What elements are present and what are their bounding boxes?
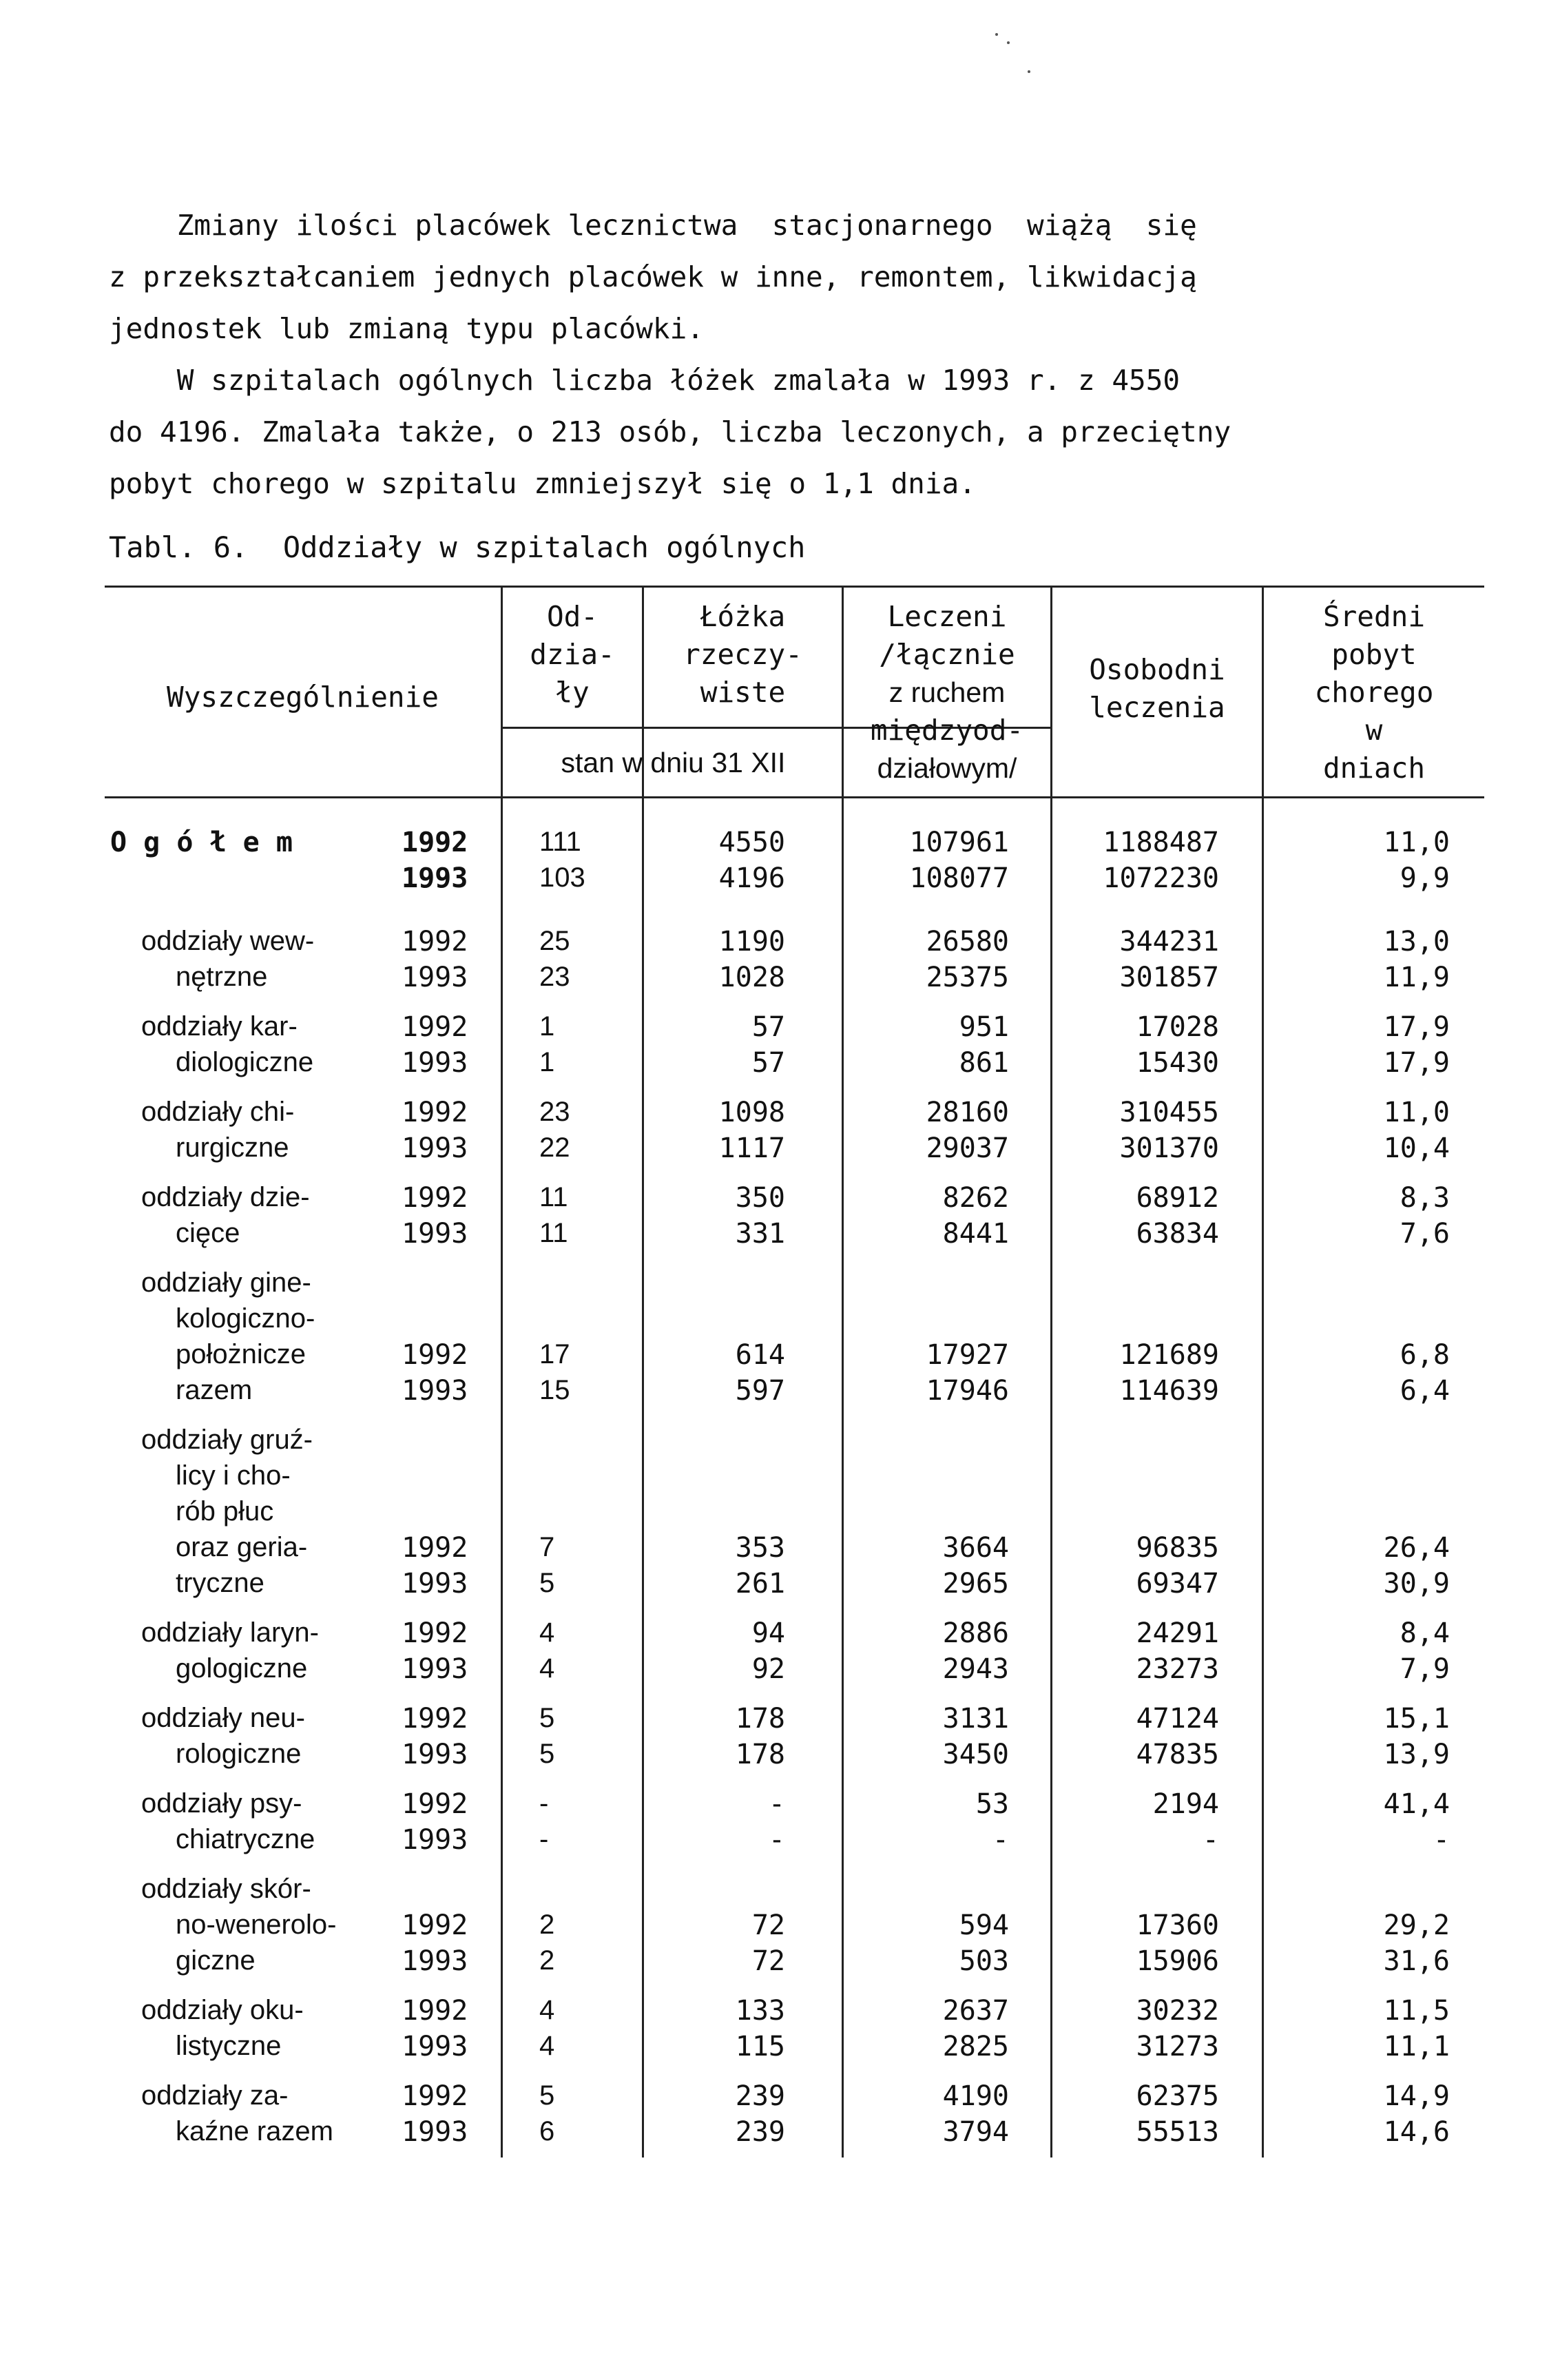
row-label: rób płuc [176, 1496, 274, 1527]
cell-lozka: 597 [735, 1375, 785, 1407]
cell-lozka: 178 [735, 1703, 785, 1735]
cell-lozka: 178 [735, 1739, 785, 1770]
cell-oddzialy: 22 [539, 1132, 570, 1163]
row-year: 1992 [402, 1788, 468, 1820]
cell-leczeni: 951 [959, 1011, 1009, 1043]
row-label-total: O g ó ł e m [110, 827, 293, 858]
cell-pobyt: 7,6 [1400, 1218, 1450, 1250]
cell-oddzialy: 2 [539, 1945, 555, 1976]
row-year: 1993 [402, 1739, 468, 1770]
cell-oddzialy: 1 [539, 1011, 555, 1042]
cell-lozka: 94 [751, 1617, 785, 1649]
cell-pobyt: 11,0 [1383, 827, 1450, 858]
cell-leczeni: 25375 [926, 962, 1009, 993]
cell-osobodni: 68912 [1136, 1182, 1219, 1214]
cell-osobodni: 344231 [1119, 926, 1219, 958]
row-year: 1992 [402, 1011, 468, 1043]
paragraph-line: jednostek lub zmianą typu placówki. [109, 312, 704, 345]
row-year: 1993 [402, 1653, 468, 1685]
row-year: 1993 [402, 962, 468, 993]
header-sredni-pobyt: Średni pobyt chorego w dniach [1314, 600, 1434, 785]
row-year: 1992 [402, 1910, 468, 1941]
cell-leczeni: 108077 [909, 862, 1009, 894]
row-label: no-wenerolo- [176, 1910, 337, 1940]
row-year: 1992 [402, 1182, 468, 1214]
cell-osobodni: 17028 [1136, 1011, 1219, 1043]
row-label: oddziały wew- [141, 926, 315, 956]
row-year: 1993 [402, 1132, 468, 1164]
cell-osobodni: 69347 [1136, 1568, 1219, 1600]
header-oddzialy: Od- dzia- ły [530, 600, 615, 709]
cell-leczeni: 2825 [942, 2031, 1009, 2062]
cell-oddzialy: 15 [539, 1375, 570, 1405]
cell-oddzialy: 5 [539, 1568, 555, 1598]
header-bottom-rule [105, 796, 1484, 798]
row-year: 1993 [402, 1945, 468, 1977]
cell-oddzialy: 17 [539, 1339, 570, 1369]
cell-pobyt: 11,0 [1383, 1097, 1450, 1128]
row-year: 1992 [402, 1339, 468, 1371]
cell-leczeni: 8262 [942, 1182, 1009, 1214]
cell-leczeni: 3664 [942, 1532, 1009, 1564]
cell-oddzialy: 5 [539, 2080, 555, 2111]
cell-oddzialy: 11 [539, 1218, 568, 1248]
cell-osobodni: 47835 [1136, 1739, 1219, 1770]
cell-osobodni: 63834 [1136, 1218, 1219, 1250]
cell-osobodni: 301370 [1119, 1132, 1219, 1164]
cell-oddzialy: 111 [539, 827, 581, 857]
cell-oddzialy: 6 [539, 2116, 555, 2146]
cell-oddzialy: 23 [539, 962, 570, 992]
cell-leczeni: 28160 [926, 1097, 1009, 1128]
table-top-rule [105, 586, 1484, 588]
cell-leczeni: 107961 [909, 827, 1009, 858]
cell-leczeni: 53 [975, 1788, 1009, 1820]
row-label: oddziały gruź- [141, 1425, 313, 1455]
cell-pobyt: 9,9 [1400, 862, 1450, 894]
row-label: oddziały skór- [141, 1874, 311, 1904]
cell-oddzialy: 25 [539, 926, 570, 956]
scan-speck [995, 33, 998, 36]
cell-lozka: 353 [735, 1532, 785, 1564]
cell-leczeni: 861 [959, 1047, 1009, 1079]
row-label: oddziały laryn- [141, 1617, 319, 1648]
row-label: oddziały neu- [141, 1703, 305, 1733]
cell-pobyt: 11,5 [1383, 1995, 1450, 2027]
cell-pobyt: 8,3 [1400, 1182, 1450, 1214]
cell-lozka: - [768, 1824, 785, 1856]
cell-pobyt: 17,9 [1383, 1047, 1450, 1079]
cell-osobodni: 62375 [1136, 2080, 1219, 2112]
row-label: kologiczno- [176, 1303, 315, 1334]
cell-leczeni: 17927 [926, 1339, 1009, 1371]
cell-oddzialy: 103 [539, 862, 585, 893]
cell-osobodni: 301857 [1119, 962, 1219, 993]
cell-oddzialy: 4 [539, 2031, 555, 2061]
cell-leczeni: 17946 [926, 1375, 1009, 1407]
cell-leczeni: 3450 [942, 1739, 1009, 1770]
row-year: 1993 [402, 1568, 468, 1600]
row-year: 1993 [402, 1375, 468, 1407]
cell-leczeni: 26580 [926, 926, 1009, 958]
cell-lozka: 92 [751, 1653, 785, 1685]
cell-pobyt: 31,6 [1383, 1945, 1450, 1977]
row-label: oddziały chi- [141, 1097, 295, 1127]
cell-pobyt: 8,4 [1400, 1617, 1450, 1649]
cell-lozka: 261 [735, 1568, 785, 1600]
row-label: cięce [176, 1218, 240, 1248]
cell-lozka: 4196 [718, 862, 785, 894]
cell-pobyt: 26,4 [1383, 1532, 1450, 1564]
cell-oddzialy: 4 [539, 1995, 555, 2025]
row-year: 1992 [402, 926, 468, 958]
cell-lozka: 72 [751, 1945, 785, 1977]
cell-leczeni: 2637 [942, 1995, 1009, 2027]
cell-pobyt: 14,9 [1383, 2080, 1450, 2112]
cell-osobodni: 24291 [1136, 1617, 1219, 1649]
cell-osobodni: 2194 [1152, 1788, 1219, 1820]
row-year: 1992 [402, 1617, 468, 1649]
row-label: licy i cho- [176, 1460, 291, 1491]
cell-pobyt: 13,9 [1383, 1739, 1450, 1770]
row-year: 1992 [402, 1532, 468, 1564]
header-osobodni: Osobodni leczenia [1089, 653, 1225, 724]
row-year: 1992 [402, 1703, 468, 1735]
cell-osobodni: 17360 [1136, 1910, 1219, 1941]
cell-leczeni: 2886 [942, 1617, 1009, 1649]
row-label: oddziały za- [141, 2080, 289, 2111]
cell-lozka: - [768, 1788, 785, 1820]
cell-leczeni: 3794 [942, 2116, 1009, 2148]
cell-lozka: 350 [735, 1182, 785, 1214]
row-label: rurgiczne [176, 1132, 289, 1163]
cell-pobyt: 7,9 [1400, 1653, 1450, 1685]
cell-pobyt: 15,1 [1383, 1703, 1450, 1735]
row-year: 1993 [402, 2116, 468, 2148]
cell-leczeni: 3131 [942, 1703, 1009, 1735]
row-label: nętrzne [176, 962, 268, 992]
row-label: diologiczne [176, 1047, 314, 1077]
cell-pobyt: 6,4 [1400, 1375, 1450, 1407]
cell-osobodni: 1188487 [1103, 827, 1219, 858]
row-year: 1992 [402, 1097, 468, 1128]
cell-osobodni: 15906 [1136, 1945, 1219, 1977]
cell-lozka: 115 [735, 2031, 785, 2062]
cell-lozka: 72 [751, 1910, 785, 1941]
cell-osobodni: 1072230 [1103, 862, 1219, 894]
cell-oddzialy: 7 [539, 1532, 555, 1562]
cell-osobodni: 15430 [1136, 1047, 1219, 1079]
row-label: oddziały dzie- [141, 1182, 310, 1212]
header-lozka: Łóżka rzeczy- wiste [683, 600, 802, 709]
cell-oddzialy: 2 [539, 1910, 555, 1940]
cell-pobyt: 30,9 [1383, 1568, 1450, 1600]
cell-pobyt: 11,9 [1383, 962, 1450, 993]
cell-pobyt: 17,9 [1383, 1011, 1450, 1043]
cell-oddzialy: 5 [539, 1739, 555, 1769]
cell-leczeni: 29037 [926, 1132, 1009, 1164]
cell-oddzialy: 4 [539, 1653, 555, 1684]
cell-leczeni: - [992, 1824, 1009, 1856]
header-leczeni: Leczeni /łącznie z ruchem międzyod- działowym/ [870, 600, 1024, 784]
cell-lozka: 4550 [718, 827, 785, 858]
row-year: 1992 [402, 1995, 468, 2027]
cell-oddzialy: - [539, 1788, 549, 1819]
row-label: oddziały oku- [141, 1995, 304, 2025]
cell-leczeni: 503 [959, 1945, 1009, 1977]
row-label: rologiczne [176, 1739, 302, 1769]
row-year: 1993 [402, 1218, 468, 1250]
row-year: 1992 [402, 827, 468, 858]
row-label: gologiczne [176, 1653, 308, 1684]
cell-lozka: 1190 [718, 926, 785, 958]
scan-speck [1028, 70, 1030, 73]
cell-oddzialy: 23 [539, 1097, 570, 1127]
column-divider [501, 587, 503, 2157]
row-label: oddziały psy- [141, 1788, 302, 1819]
cell-pobyt: 11,1 [1383, 2031, 1450, 2062]
cell-lozka: 1028 [718, 962, 785, 993]
header-stan-w-dniu: stan w dniu 31 XII [561, 747, 786, 778]
row-label: tryczne [176, 1568, 264, 1598]
cell-osobodni: 310455 [1119, 1097, 1219, 1128]
cell-pobyt: 10,4 [1383, 1132, 1450, 1164]
row-year: 1993 [402, 1824, 468, 1856]
row-label: chiatryczne [176, 1824, 315, 1854]
row-label: listyczne [176, 2031, 282, 2061]
paragraph-line: W szpitalach ogólnych liczba łóżek zmalała w 1993 r. z 4550 [109, 364, 1181, 397]
row-year: 1993 [402, 862, 468, 894]
cell-pobyt: 13,0 [1383, 926, 1450, 958]
row-year: 1993 [402, 2031, 468, 2062]
row-year: 1992 [402, 2080, 468, 2112]
row-label: położnicze [176, 1339, 306, 1369]
paragraph-line: do 4196. Zmalała także, o 213 osób, liczba leczonych, a przeciętny [109, 415, 1231, 448]
cell-osobodni: 31273 [1136, 2031, 1219, 2062]
cell-leczeni: 8441 [942, 1218, 1009, 1250]
cell-pobyt: 14,6 [1383, 2116, 1450, 2148]
cell-oddzialy: 4 [539, 1617, 555, 1648]
row-label: razem [176, 1375, 253, 1405]
row-year: 1993 [402, 1047, 468, 1079]
cell-osobodni: 30232 [1136, 1995, 1219, 2027]
cell-lozka: 239 [735, 2080, 785, 2112]
cell-lozka: 57 [751, 1011, 785, 1043]
cell-pobyt: 41,4 [1383, 1788, 1450, 1820]
paragraph-line: Zmiany ilości placówek lecznictwa stacjonarnego wiążą się [109, 209, 1197, 242]
cell-leczeni: 2965 [942, 1568, 1009, 1600]
cell-oddzialy: 1 [539, 1047, 555, 1077]
row-label: oddziały kar- [141, 1011, 298, 1042]
paragraph-line: z przekształcaniem jednych placówek w inne, remontem, likwidacją [109, 260, 1197, 293]
cell-pobyt: 29,2 [1383, 1910, 1450, 1941]
cell-osobodni: 23273 [1136, 1653, 1219, 1685]
cell-lozka: 1098 [718, 1097, 785, 1128]
cell-leczeni: 594 [959, 1910, 1009, 1941]
cell-osobodni: 121689 [1119, 1339, 1219, 1371]
cell-lozka: 133 [735, 1995, 785, 2027]
cell-lozka: 614 [735, 1339, 785, 1371]
cell-osobodni: 47124 [1136, 1703, 1219, 1735]
cell-leczeni: 2943 [942, 1653, 1009, 1685]
cell-leczeni: 4190 [942, 2080, 1009, 2112]
cell-oddzialy: 11 [539, 1182, 568, 1212]
cell-oddzialy: - [539, 1824, 549, 1854]
paragraph-line: pobyt chorego w szpitalu zmniejszył się o 1,1 dnia. [109, 467, 976, 500]
cell-lozka: 331 [735, 1218, 785, 1250]
row-label: giczne [176, 1945, 256, 1976]
cell-oddzialy: 5 [539, 1703, 555, 1733]
table-title: Tabl. 6. Oddziały w szpitalach ogólnych [109, 530, 806, 564]
cell-osobodni: 114639 [1119, 1375, 1219, 1407]
cell-lozka: 1117 [718, 1132, 785, 1164]
row-label: oraz geria- [176, 1532, 308, 1562]
cell-osobodni: - [1202, 1824, 1219, 1856]
cell-pobyt: 6,8 [1400, 1339, 1450, 1371]
cell-pobyt: - [1433, 1824, 1450, 1856]
row-label: kaźne razem [176, 2116, 333, 2146]
scan-speck [1007, 41, 1010, 44]
header-wyszczegolnienie: Wyszczególnienie [167, 681, 439, 714]
cell-lozka: 239 [735, 2116, 785, 2148]
cell-osobodni: 55513 [1136, 2116, 1219, 2148]
cell-lozka: 57 [751, 1047, 785, 1079]
row-label: oddziały gine- [141, 1267, 311, 1298]
cell-osobodni: 96835 [1136, 1532, 1219, 1564]
